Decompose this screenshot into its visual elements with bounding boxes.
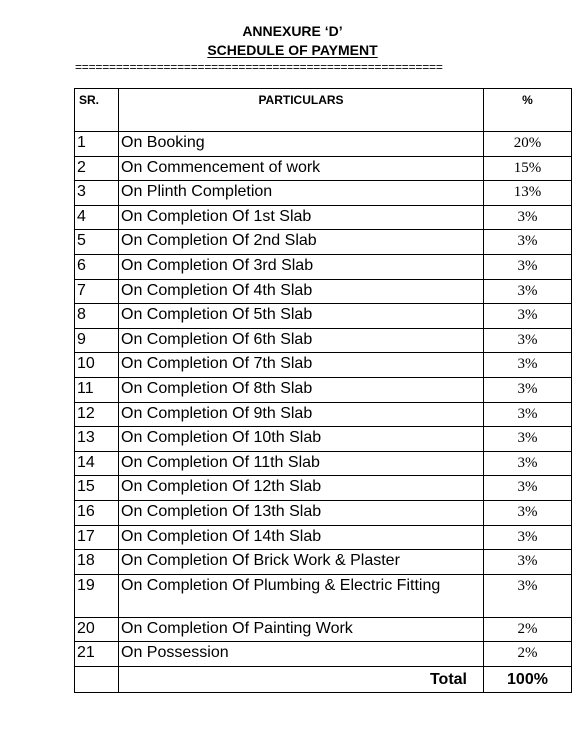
percent-cell: 3% bbox=[484, 427, 572, 452]
percent-cell: 3% bbox=[484, 500, 572, 525]
table-row bbox=[75, 402, 572, 427]
sr-cell: 11 bbox=[75, 377, 119, 402]
table-row bbox=[75, 353, 572, 378]
sr-cell: 19 bbox=[75, 574, 119, 617]
schedule-title: SCHEDULE OF PAYMENT bbox=[207, 42, 378, 58]
table-row bbox=[75, 525, 572, 550]
particular-cell: On Booking bbox=[119, 132, 484, 157]
column-header-percent: % bbox=[484, 89, 572, 132]
particular-cell: On Completion Of 14th Slab bbox=[119, 525, 484, 550]
particular-cell: On Completion Of 4th Slab bbox=[119, 279, 484, 304]
table-row bbox=[75, 328, 572, 353]
total-value: 100% bbox=[484, 666, 572, 692]
table-row bbox=[75, 230, 572, 255]
table-row bbox=[75, 205, 572, 230]
table-body bbox=[75, 132, 572, 667]
sr-cell: 20 bbox=[75, 617, 119, 642]
sr-cell: 12 bbox=[75, 402, 119, 427]
percent-cell: 3% bbox=[484, 328, 572, 353]
percent-cell: 3% bbox=[484, 550, 572, 575]
annexure-title: ANNEXURE ‘D’ bbox=[242, 23, 343, 39]
sr-cell: 14 bbox=[75, 451, 119, 476]
percent-cell: 3% bbox=[484, 451, 572, 476]
total-row bbox=[75, 666, 572, 692]
sr-cell: 16 bbox=[75, 500, 119, 525]
sr-cell: 6 bbox=[75, 254, 119, 279]
percent-cell: 2% bbox=[484, 617, 572, 642]
particular-cell: On Completion Of 5th Slab bbox=[119, 304, 484, 329]
table-row bbox=[75, 574, 572, 617]
particular-cell: On Completion Of Brick Work & Plaster bbox=[119, 550, 484, 575]
table-header-row bbox=[75, 89, 572, 132]
percent-cell: 3% bbox=[484, 402, 572, 427]
table-row bbox=[75, 427, 572, 452]
percent-cell: 3% bbox=[484, 205, 572, 230]
percent-cell: 3% bbox=[484, 254, 572, 279]
particular-cell: On Completion Of 6th Slab bbox=[119, 328, 484, 353]
particular-cell: On Plinth Completion bbox=[119, 181, 484, 206]
table-row bbox=[75, 304, 572, 329]
percent-cell: 3% bbox=[484, 304, 572, 329]
sr-cell: 1 bbox=[75, 132, 119, 157]
sr-cell: 15 bbox=[75, 476, 119, 501]
table-row bbox=[75, 377, 572, 402]
particular-cell: On Completion Of 9th Slab bbox=[119, 402, 484, 427]
particular-cell: On Completion Of 3rd Slab bbox=[119, 254, 484, 279]
particular-cell: On Completion Of 7th Slab bbox=[119, 353, 484, 378]
sr-cell: 7 bbox=[75, 279, 119, 304]
particular-cell: On Completion Of 8th Slab bbox=[119, 377, 484, 402]
sr-cell: 10 bbox=[75, 353, 119, 378]
particular-cell: On Possession bbox=[119, 642, 484, 667]
column-header-particulars: PARTICULARS bbox=[119, 89, 484, 132]
column-header-sr: SR. bbox=[75, 89, 119, 132]
particular-cell: On Completion Of 13th Slab bbox=[119, 500, 484, 525]
percent-cell: 3% bbox=[484, 377, 572, 402]
particular-cell: On Completion Of Plumbing & Electric Fitting bbox=[119, 574, 484, 617]
particular-cell: On Completion Of 10th Slab bbox=[119, 427, 484, 452]
table-row bbox=[75, 500, 572, 525]
sr-cell: 9 bbox=[75, 328, 119, 353]
percent-cell: 3% bbox=[484, 230, 572, 255]
percent-cell: 3% bbox=[484, 476, 572, 501]
percent-cell: 3% bbox=[484, 574, 572, 617]
table-row bbox=[75, 156, 572, 181]
payment-schedule-table bbox=[74, 88, 572, 693]
percent-cell: 3% bbox=[484, 353, 572, 378]
sr-cell: 21 bbox=[75, 642, 119, 667]
table-row bbox=[75, 451, 572, 476]
percent-cell: 3% bbox=[484, 525, 572, 550]
percent-cell: 2% bbox=[484, 642, 572, 667]
sr-cell: 5 bbox=[75, 230, 119, 255]
percent-cell: 20% bbox=[484, 132, 572, 157]
particular-cell: On Completion Of 12th Slab bbox=[119, 476, 484, 501]
sr-cell: 18 bbox=[75, 550, 119, 575]
sr-cell: 3 bbox=[75, 181, 119, 206]
sr-cell: 2 bbox=[75, 156, 119, 181]
total-empty-cell bbox=[75, 666, 119, 692]
particular-cell: On Completion Of Painting Work bbox=[119, 617, 484, 642]
table-row bbox=[75, 181, 572, 206]
sr-cell: 17 bbox=[75, 525, 119, 550]
separator-line: ====================================================== bbox=[75, 60, 443, 74]
total-label: Total bbox=[119, 666, 484, 692]
percent-cell: 15% bbox=[484, 156, 572, 181]
table-row bbox=[75, 550, 572, 575]
table-row bbox=[75, 279, 572, 304]
percent-cell: 13% bbox=[484, 181, 572, 206]
table-row bbox=[75, 476, 572, 501]
sr-cell: 8 bbox=[75, 304, 119, 329]
particular-cell: On Commencement of work bbox=[119, 156, 484, 181]
sr-cell: 13 bbox=[75, 427, 119, 452]
particular-cell: On Completion Of 2nd Slab bbox=[119, 230, 484, 255]
particular-cell: On Completion Of 11th Slab bbox=[119, 451, 484, 476]
particular-cell: On Completion Of 1st Slab bbox=[119, 205, 484, 230]
table-row bbox=[75, 132, 572, 157]
table-row bbox=[75, 642, 572, 667]
percent-cell: 3% bbox=[484, 279, 572, 304]
table-row bbox=[75, 254, 572, 279]
table-row bbox=[75, 617, 572, 642]
sr-cell: 4 bbox=[75, 205, 119, 230]
